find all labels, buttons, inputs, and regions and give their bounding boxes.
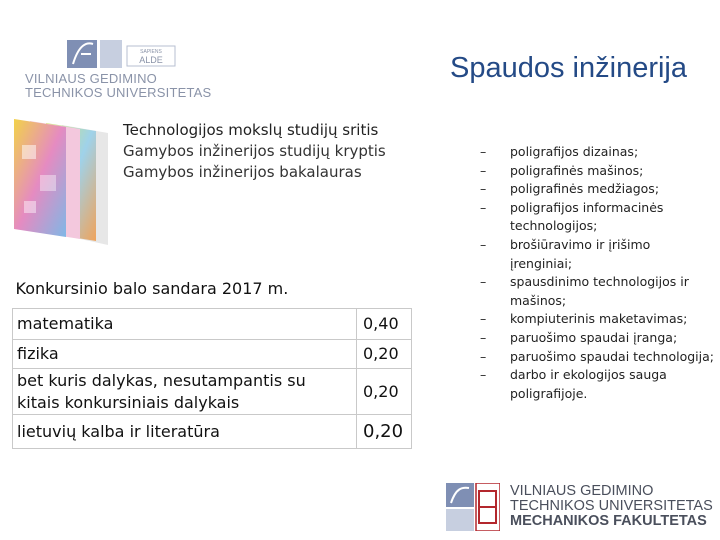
competitive-score-table bbox=[12, 268, 412, 449]
topic-text: poligrafijos dizainas; bbox=[510, 144, 639, 159]
topic-text: kompiuterinis maketavimas; bbox=[510, 311, 688, 327]
dash-bullet: – bbox=[480, 162, 487, 178]
dash-bullet: – bbox=[480, 199, 487, 215]
university-emblem-icon bbox=[67, 38, 177, 70]
table-row bbox=[13, 340, 412, 369]
weight-cell: 0,20 bbox=[357, 369, 412, 415]
logo-university-name-line2: TECHNIKOS UNIVERSITETAS bbox=[25, 85, 212, 100]
list-item bbox=[470, 329, 715, 348]
dash-bullet: – bbox=[480, 274, 487, 290]
weight-cell: 0,20 bbox=[357, 415, 412, 449]
dash-bullet: – bbox=[480, 236, 487, 252]
list-item bbox=[470, 199, 715, 236]
study-direction: Gamybos inžinerijos studijų kryptis bbox=[123, 142, 386, 160]
weight-cell: 0,40 bbox=[357, 309, 412, 340]
dash-bullet: – bbox=[480, 348, 487, 364]
subject-cell: bet kuris dalykas, nesutampantis su kitais konkursiniais dalykais bbox=[13, 369, 357, 415]
printed-books-image bbox=[10, 115, 110, 255]
list-item bbox=[470, 236, 715, 273]
topic-text: brošiūravimo ir įrišimo įrenginiai; bbox=[510, 236, 651, 271]
subject-cell: matematika bbox=[13, 309, 357, 340]
university-logo bbox=[25, 38, 210, 100]
page-title: Spaudos inžinerija bbox=[450, 52, 687, 84]
dash-bullet: – bbox=[480, 367, 487, 383]
study-program-info bbox=[123, 120, 423, 183]
dash-bullet: – bbox=[480, 311, 487, 327]
faculty-logo-line1: VILNIAUS GEDIMINO bbox=[510, 483, 654, 499]
list-item bbox=[470, 162, 715, 181]
topic-text: spausdinimo technologijos ir mašinos; bbox=[510, 274, 689, 308]
svg-text:ALDE: ALDE bbox=[139, 55, 163, 65]
study-field: Technologijos mokslų studijų sritis bbox=[123, 121, 379, 139]
logo-university-name-line1: VILNIAUS GEDIMINO bbox=[25, 71, 157, 86]
faculty-emblem-icon bbox=[446, 483, 500, 531]
topic-text: poligrafinės medžiagos; bbox=[510, 181, 660, 197]
subject-cell: fizika bbox=[13, 340, 357, 369]
dash-bullet: – bbox=[480, 329, 487, 345]
topic-text: darbo ir ekologijos sauga poligrafijoje. bbox=[510, 367, 667, 401]
list-item bbox=[470, 348, 715, 367]
faculty-logo-line3: MECHANIKOS FAKULTETAS bbox=[510, 513, 707, 529]
score-table-header: Konkursinio balo sandara 2017 m. bbox=[13, 268, 412, 309]
list-item bbox=[470, 180, 715, 199]
topic-text: paruošimo spaudai technologija; bbox=[510, 348, 714, 364]
list-item bbox=[470, 366, 715, 403]
table-row bbox=[13, 415, 412, 449]
subject-cell: lietuvių kalba ir literatūra bbox=[13, 415, 357, 449]
dash-bullet: – bbox=[480, 144, 487, 159]
list-item bbox=[470, 143, 715, 162]
study-topics-list bbox=[470, 143, 715, 403]
list-item bbox=[470, 310, 715, 329]
dash-bullet: – bbox=[480, 181, 487, 197]
table-row bbox=[13, 309, 412, 340]
faculty-logo-line2: TECHNIKOS UNIVERSITETAS bbox=[510, 498, 713, 514]
svg-text:SAPIENS: SAPIENS bbox=[140, 49, 162, 55]
degree-title: Gamybos inžinerijos bakalauras bbox=[123, 163, 362, 181]
weight-cell: 0,20 bbox=[357, 340, 412, 369]
topic-text: poligrafijos informacinės technologijos; bbox=[510, 199, 664, 234]
topic-text: paruošimo spaudai įranga; bbox=[510, 329, 678, 345]
table-row bbox=[13, 369, 412, 415]
faculty-logo bbox=[432, 476, 720, 540]
topic-text: poligrafinės mašinos; bbox=[510, 162, 644, 178]
list-item bbox=[470, 273, 715, 310]
